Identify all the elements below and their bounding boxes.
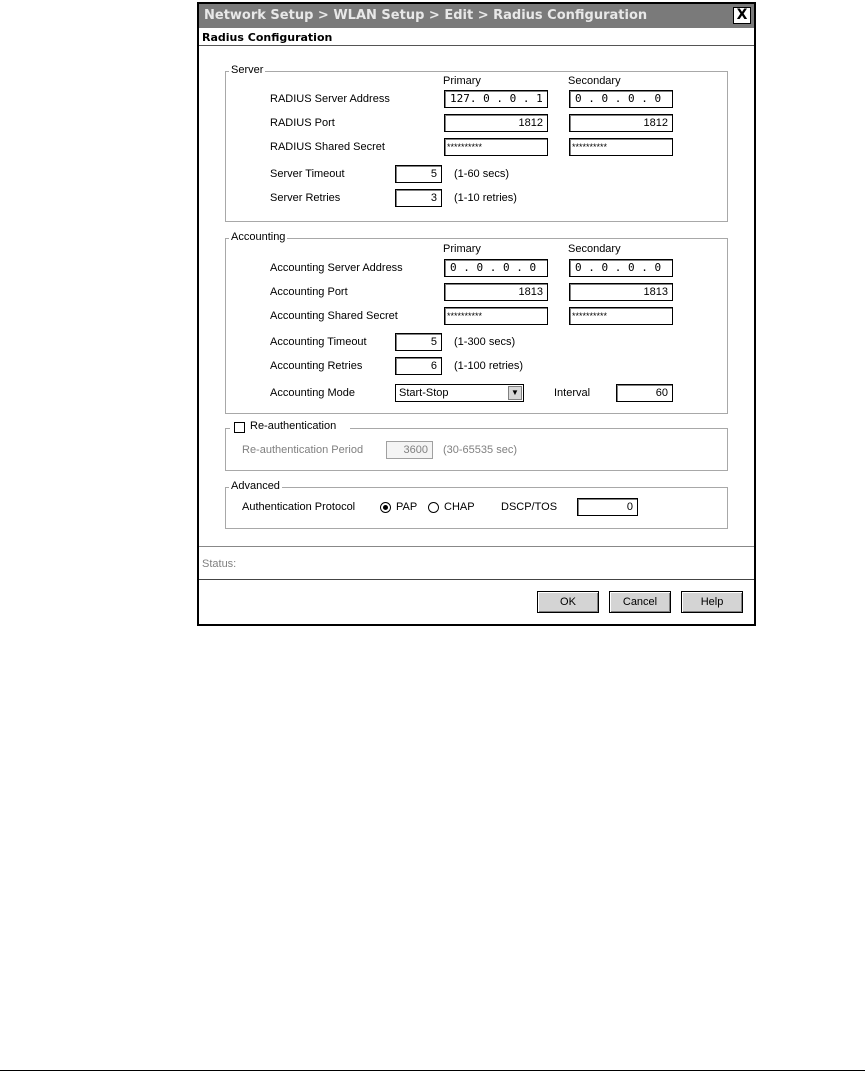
status-divider-top (199, 546, 754, 547)
close-icon[interactable]: X (733, 7, 751, 24)
chap-label: CHAP (444, 501, 475, 513)
accounting-shared-secret-secondary-input[interactable]: ********** (569, 307, 673, 325)
title-bar[interactable] (199, 4, 754, 28)
accounting-mode-value: Start-Stop (399, 387, 449, 399)
accounting-retries-input[interactable]: 6 (395, 357, 442, 375)
interval-label: Interval (554, 387, 591, 399)
radius-port-primary-input[interactable]: 1812 (444, 114, 548, 132)
accounting-server-address-secondary-input[interactable]: 0 . 0 . 0 . 0 (569, 259, 673, 277)
radius-shared-secret-primary-input[interactable]: ********** (444, 138, 548, 156)
server-timeout-hint: (1-60 secs) (454, 168, 510, 180)
radius-server-address-label: RADIUS Server Address (270, 93, 390, 105)
advanced-legend: Advanced (231, 480, 280, 492)
reauthentication-period-input[interactable]: 3600 (386, 441, 433, 459)
server-retries-hint: (1-10 retries) (454, 192, 517, 204)
accounting-timeout-hint: (1-300 secs) (454, 336, 516, 348)
server-legend: Server (231, 64, 264, 76)
pap-label: PAP (396, 501, 418, 513)
accounting-server-address-primary-input[interactable]: 0 . 0 . 0 . 0 (444, 259, 548, 277)
accounting-port-label: Accounting Port (270, 286, 348, 298)
radius-configuration-dialog (197, 2, 756, 626)
accounting-server-address-label: Accounting Server Address (270, 262, 403, 274)
page-bottom-rule (0, 1070, 865, 1071)
pap-radio[interactable] (380, 502, 391, 513)
radius-port-label: RADIUS Port (270, 117, 335, 129)
cancel-button[interactable]: Cancel (609, 591, 671, 613)
accounting-secondary-header: Secondary (568, 243, 621, 255)
accounting-legend: Accounting (231, 231, 286, 243)
status-label: Status: (202, 558, 237, 570)
reauthentication-period-hint: (30-65535 sec) (443, 444, 517, 456)
help-button[interactable]: Help (681, 591, 743, 613)
accounting-timeout-input[interactable]: 5 (395, 333, 442, 351)
server-timeout-label: Server Timeout (270, 168, 345, 180)
ok-button[interactable]: OK (537, 591, 599, 613)
server-retries-input[interactable]: 3 (395, 189, 442, 207)
accounting-shared-secret-primary-input[interactable]: ********** (444, 307, 548, 325)
radius-shared-secret-secondary-input[interactable]: ********** (569, 138, 673, 156)
accounting-primary-header: Primary (443, 243, 481, 255)
accounting-mode-label: Accounting Mode (270, 387, 355, 399)
dscp-tos-label: DSCP/TOS (501, 501, 558, 513)
reauthentication-checkbox[interactable] (234, 422, 245, 433)
chap-radio[interactable] (428, 502, 439, 513)
server-secondary-header: Secondary (568, 75, 621, 87)
reauthentication-legend (230, 420, 350, 436)
reauthentication-legend-label: Re-authentication (250, 420, 337, 432)
accounting-port-secondary-input[interactable]: 1813 (569, 283, 673, 301)
radius-server-address-secondary-input[interactable]: 0 . 0 . 0 . 0 (569, 90, 673, 108)
dscp-tos-input[interactable]: 0 (577, 498, 638, 516)
reauthentication-period-label: Re-authentication Period (242, 444, 364, 456)
interval-input[interactable]: 60 (616, 384, 673, 402)
accounting-shared-secret-label: Accounting Shared Secret (270, 310, 398, 322)
authentication-protocol-label: Authentication Protocol (242, 501, 356, 513)
chevron-down-icon[interactable]: ▼ (508, 386, 522, 400)
radius-server-address-primary-input[interactable]: 127. 0 . 0 . 1 (444, 90, 548, 108)
server-retries-label: Server Retries (270, 192, 341, 204)
accounting-port-primary-input[interactable]: 1813 (444, 283, 548, 301)
window-title: Network Setup > WLAN Setup > Edit > Radius Configuration (204, 8, 648, 23)
accounting-timeout-label: Accounting Timeout (270, 336, 367, 348)
radius-port-secondary-input[interactable]: 1812 (569, 114, 673, 132)
server-primary-header: Primary (443, 75, 481, 87)
radius-shared-secret-label: RADIUS Shared Secret (270, 141, 385, 153)
page-title: Radius Configuration (202, 31, 333, 44)
header-divider (199, 45, 754, 46)
status-divider-bottom (199, 579, 754, 580)
server-timeout-input[interactable]: 5 (395, 165, 442, 183)
accounting-retries-hint: (1-100 retries) (454, 360, 524, 372)
accounting-mode-select[interactable] (395, 384, 524, 402)
accounting-retries-label: Accounting Retries (270, 360, 363, 372)
